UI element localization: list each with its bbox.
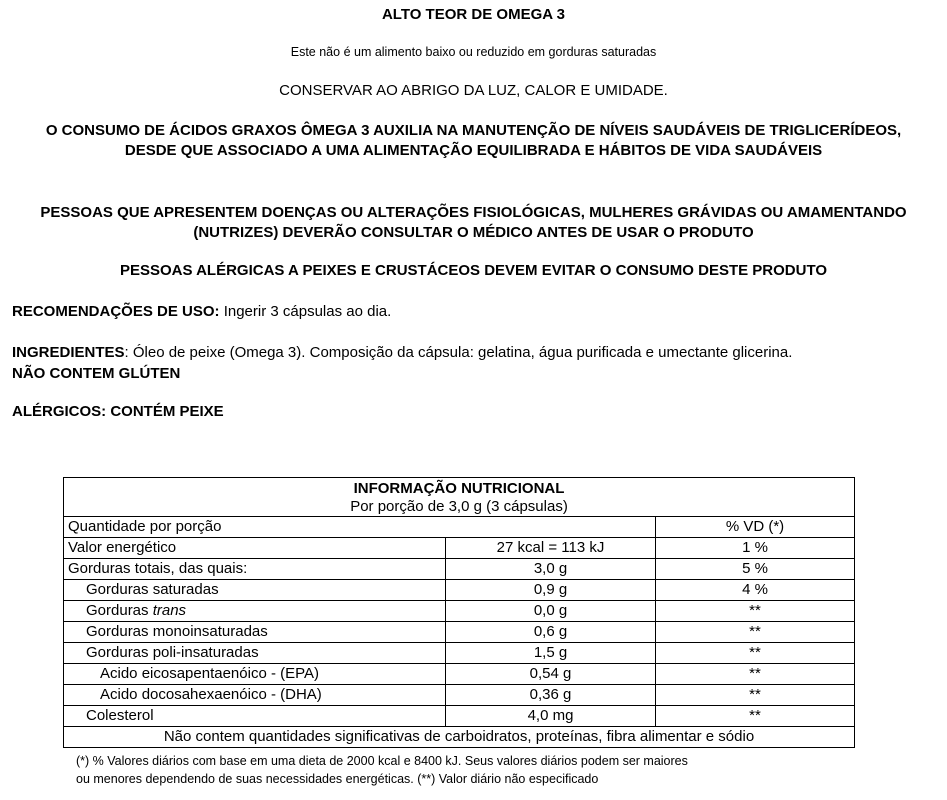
allergy-warning: PESSOAS ALÉRGICAS A PEIXES E CRUSTÁCEOS DEVEM EVITAR O CONSUMO DESTE PRODUTO <box>119 262 828 279</box>
table-row <box>64 538 854 559</box>
medical-warning: PESSOAS QUE APRESENTEM DOENÇAS OU ALTERAÇÕES FISIOLÓGICAS, MULHERES GRÁVIDAS OU AMAMENTANDO (NUTRIZES) DEVERÃO CONSULTAR O MÉDICO ANTES DE USAR O PRODUTO <box>40 204 907 241</box>
nutrient-amount: 1,5 g <box>446 643 656 664</box>
nutrient-name-italic: trans <box>152 602 187 619</box>
footnote-line-1: (*) % Valores diários com base em uma dieta de 2000 kcal e 8400 kJ. Seus valores diários podem ser maiores <box>76 754 688 768</box>
gluten-statement: NÃO CONTEM GLÚTEN <box>12 365 181 382</box>
health-claim: O CONSUMO DE ÁCIDOS GRAXOS ÔMEGA 3 AUXILIA NA MANUTENÇÃO DE NÍVEIS SAUDÁVEIS DE TRIGLICERÍDEOS, DESDE QUE ASSOCIADO A UMA ALIMENTAÇÃO EQUILIBRADA E HÁBITOS DE VIDA SAUDÁVEIS <box>45 122 902 159</box>
nutrient-amount: 3,0 g <box>446 559 656 580</box>
table-row <box>64 643 854 664</box>
ingredients-label: INGREDIENTES <box>12 344 125 361</box>
table-row <box>64 601 854 622</box>
serving-size: Por porção de 3,0 g (3 cápsulas) <box>350 498 568 515</box>
quantity-header: Quantidade por porção <box>64 517 656 538</box>
nutrition-header <box>64 478 854 517</box>
nutrient-name: Colesterol <box>64 706 446 727</box>
nutrient-daily-value: ** <box>656 706 855 727</box>
footnote-line-2: ou menores dependendo de suas necessidades energéticas. (**) Valor diário não especificado <box>76 772 599 786</box>
usage-text: Ingerir 3 cápsulas ao dia. <box>219 303 392 320</box>
ingredients <box>12 344 792 361</box>
table-row <box>64 664 854 685</box>
not-significant-statement: Não contem quantidades significativas de carboidratos, proteínas, fibra alimentar e sódio <box>64 726 854 747</box>
table-row <box>64 706 854 727</box>
nutrition-title: INFORMAÇÃO NUTRICIONAL <box>353 480 565 497</box>
nutrient-name <box>64 601 446 622</box>
nutrient-daily-value: 1 % <box>656 538 855 559</box>
saturated-fat-note: Este não é um alimento baixo ou reduzido em gorduras saturadas <box>290 45 657 59</box>
daily-value-header: % VD (*) <box>656 517 855 538</box>
nutrient-amount: 0,36 g <box>446 685 656 706</box>
nutrition-facts-table <box>63 477 855 748</box>
usage-recommendation <box>12 303 391 320</box>
nutrient-daily-value: ** <box>656 685 855 706</box>
usage-label: RECOMENDAÇÕES DE USO: <box>12 303 220 320</box>
nutrient-name: Gorduras totais, das quais: <box>64 559 446 580</box>
nutrient-daily-value: ** <box>656 643 855 664</box>
nutrient-daily-value: 5 % <box>656 559 855 580</box>
nutrient-daily-value: ** <box>656 601 855 622</box>
nutrient-amount: 4,0 mg <box>446 706 656 727</box>
nutrient-name: Gorduras poli-insaturadas <box>64 643 446 664</box>
nutrient-name: Gorduras monoinsaturadas <box>64 622 446 643</box>
nutrient-daily-value: ** <box>656 622 855 643</box>
table-row <box>64 559 854 580</box>
nutrient-daily-value: 4 % <box>656 580 855 601</box>
product-claim-title: ALTO TEOR DE OMEGA 3 <box>381 6 566 23</box>
ingredients-text: : Óleo de peixe (Omega 3). Composição da cápsula: gelatina, água purificada e umectante glicerina. <box>124 344 793 361</box>
nutrient-name: Gorduras saturadas <box>64 580 446 601</box>
nutrient-amount: 0,54 g <box>446 664 656 685</box>
nutrient-name-prefix: Gorduras <box>86 602 153 619</box>
storage-instructions: CONSERVAR AO ABRIGO DA LUZ, CALOR E UMIDADE. <box>279 82 668 99</box>
nutrient-amount: 0,6 g <box>446 622 656 643</box>
table-row <box>64 685 854 706</box>
nutrient-name: Acido eicosapentaenóico - (EPA) <box>64 664 446 685</box>
nutrient-name: Acido docosahexaenóico - (DHA) <box>64 685 446 706</box>
table-row <box>64 622 854 643</box>
nutrition-rows <box>64 517 854 726</box>
nutrient-amount: 27 kcal = 113 kJ <box>446 538 656 559</box>
nutrient-daily-value: ** <box>656 664 855 685</box>
table-header-row <box>64 517 854 538</box>
nutrient-amount: 0,0 g <box>446 601 656 622</box>
table-row <box>64 580 854 601</box>
nutrient-amount: 0,9 g <box>446 580 656 601</box>
nutrient-name: Valor energético <box>64 538 446 559</box>
allergens-statement: ALÉRGICOS: CONTÉM PEIXE <box>12 403 224 420</box>
nutrition-footnote <box>76 752 876 788</box>
